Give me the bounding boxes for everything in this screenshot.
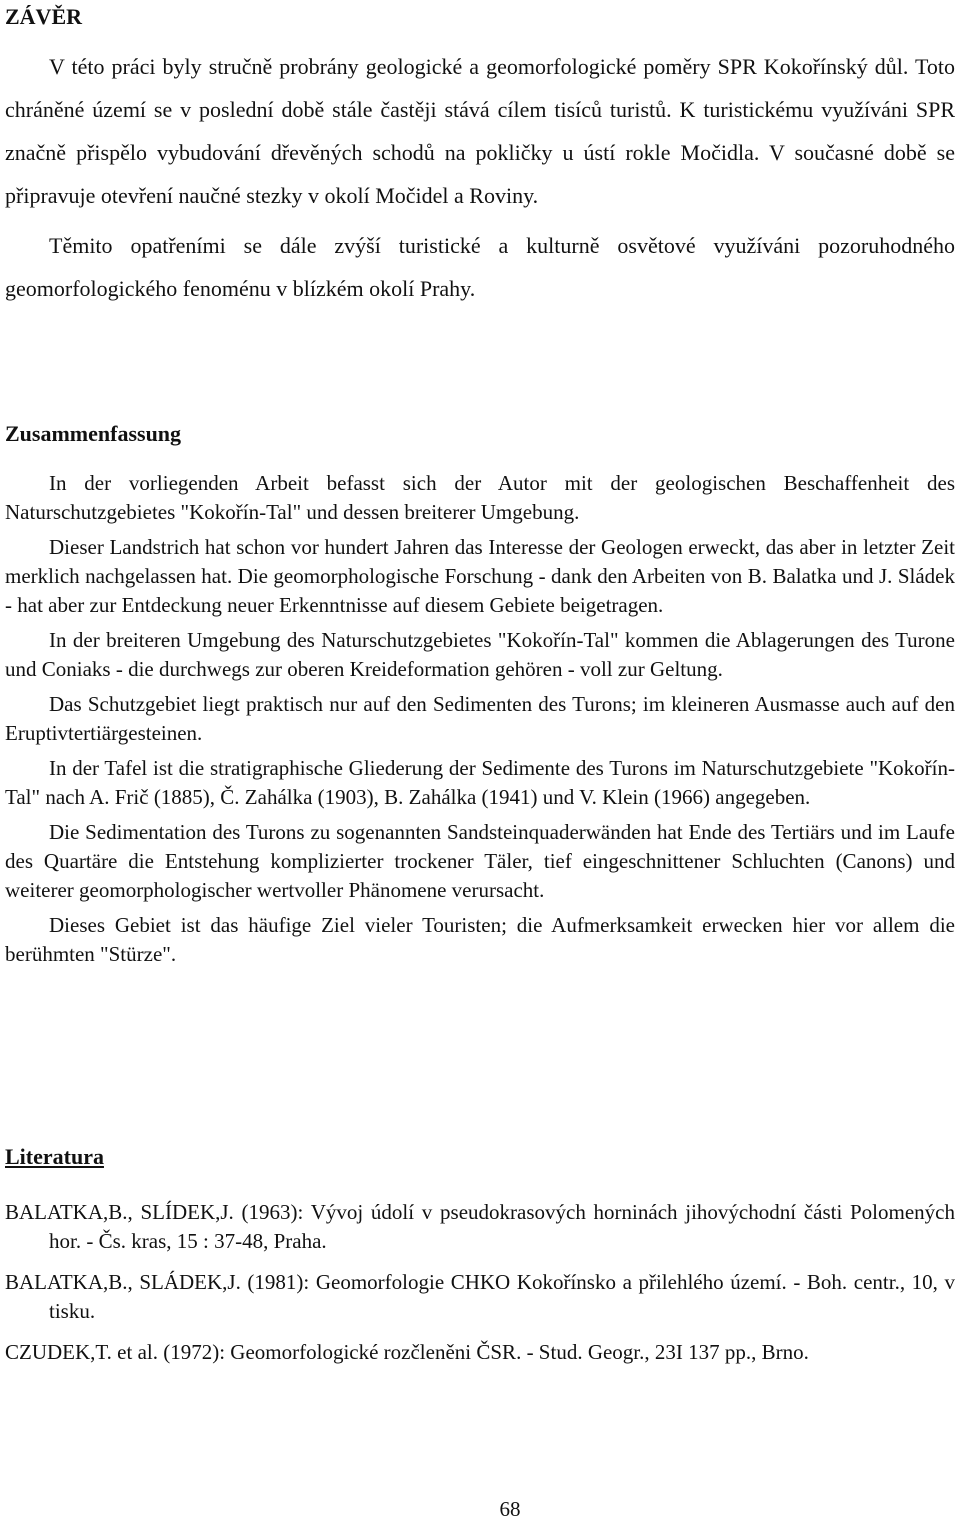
zusammenfassung-heading: Zusammenfassung — [5, 421, 182, 446]
zusammenfassung-paragraph: Dieser Landstrich hat schon vor hundert Jahren das Interesse der Geologen erweckt, das aber in letzter Zeit merklich nachgelassen hat. Die geomorphologische Forschung - dank den Arbeiten von B. Balatka und J. Sládek - hat aber zur Entdeckung neuer Erkenntnisse auf diesem Gebiete beigetragen. — [5, 535, 955, 617]
zusammenfassung-body — [5, 469, 955, 969]
zusammenfassung-paragraph: Dieses Gebiet ist das häufige Ziel vieler Touristen; die Aufmerksamkeit erwecken hier vor allem die berühmten "Stürze". — [5, 913, 955, 966]
zusammenfassung-paragraph: In der Tafel ist die stratigraphische Gliederung der Sedimente des Turons im Naturschutzgebiete "Kokořín-Tal" nach A. Frič (1885), Č. Zahálka (1903), B. Zahálka (1941) und V. Klein (1966) angegeben. — [5, 756, 955, 809]
zaver-body — [5, 45, 955, 310]
zusammenfassung-paragraph: In der breiteren Umgebung des Naturschutzgebietes "Kokořín-Tal" kommen die Ablagerungen des Turone und Coniaks - die durchwegs zur oberen Kreideformation gehören - voll zur Geltung. — [5, 628, 955, 681]
zusammenfassung-paragraph: In der vorliegenden Arbeit befasst sich der Autor mit der geologischen Beschaffenheit des Naturschutzgebietes "Kokořín-Tal" und dessen breiterer Umgebung. — [5, 471, 955, 524]
page-number: 68 — [499, 1497, 521, 1521]
zaver-paragraph: V této práci byly stručně probrány geologické a geomorfologické poměry SPR Kokořínský důl. Toto chráněné území se v poslední době stále častěji stává cílem tisíců turistů. K turistickému využíváni SPR značně přispělo vybudování dřevěných schodů na pokličky u ústí rokle Močidla. V současné době se připravuje otevření naučné stezky v okolí Močidel a Roviny. — [5, 54, 955, 208]
reference-entry: CZUDEK,T. et al. (1972): Geomorfologické rozčleněni ČSR. - Stud. Geogr., 23I 137 pp., Brno. — [5, 1340, 809, 1364]
reference-entry: BALATKA,B., SLÍDEK,J. (1963): Vývoj údolí v pseudokrasových horninách jihovýchodní části Polomených hor. - Čs. kras, 15 : 37-48, Praha. — [5, 1200, 955, 1253]
zusammenfassung-paragraph: Die Sedimentation des Turons zu sogenannten Sandsteinquaderwänden hat Ende des Tertiärs und im Laufe des Quartäre die Entstehung komplizierter trockener Täler, tief eingeschnittener Schluchten (Canons) und weiterer geomorphologischer wertvoller Phänomene verursacht. — [5, 820, 955, 902]
literatura-heading: Literatura — [5, 1144, 104, 1169]
reference-list — [5, 1198, 955, 1367]
reference-entry: BALATKA,B., SLÁDEK,J. (1981): Geomorfologie CHKO Kokořínsko a přilehlého území. - Boh. centr., 10, v tisku. — [5, 1270, 955, 1323]
zusammenfassung-paragraph: Das Schutzgebiet liegt praktisch nur auf den Sedimenten des Turons; im kleineren Ausmasse auch auf den Eruptivtertiärgesteinen. — [5, 692, 955, 745]
zaver-paragraph: Těmito opatřeními se dále zvýší turistické a kulturně osvětové využíváni pozoruhodného geomorfologického fenoménu v blízkém okolí Prahy. — [5, 233, 955, 301]
zaver-heading: ZÁVĚR — [5, 4, 83, 29]
